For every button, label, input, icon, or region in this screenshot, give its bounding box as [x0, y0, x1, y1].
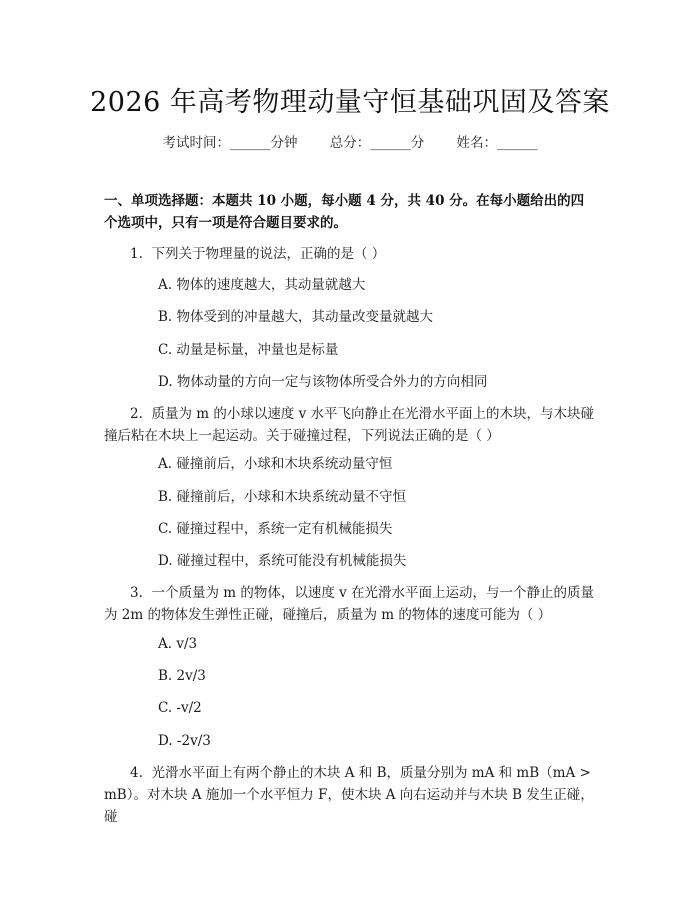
section-heading: 一、单项选择题：本题共 10 小题，每小题 4 分，共 40 分。在每小题给出的四个选项中，只有一项是符合题目要求的。: [104, 193, 585, 231]
question-1-option-a: A. 物体的速度越大，其动量就越大: [158, 277, 366, 293]
exam-meta: [0, 131, 700, 151]
question-1-option-b: B. 物体受到的冲量越大，其动量改变量就越大: [158, 309, 434, 325]
question-3-option-b: B. 2v/3: [158, 668, 206, 684]
exam-time-field: 考试时间：______分钟: [162, 135, 298, 151]
question-1-option-d: D. 物体动量的方向一定与该物体所受合外力的方向相同: [158, 374, 488, 390]
question-2-stem: 2. 质量为 m 的小球以速度 v 水平飞向静止在光滑水平面上的木块，与木块碰撞后粘在木块上一起运动。关于碰撞过程，下列说法正确的是（ ）: [104, 406, 595, 444]
total-score-field: 总分：______分: [329, 135, 425, 151]
question-1-option-c: C. 动量是标量，冲量也是标量: [158, 342, 339, 358]
page-title: 2026 年高考物理动量守恒基础巩固及答案: [90, 87, 610, 118]
question-1-stem: 1. 下列关于物理量的说法，正确的是（ ）: [130, 246, 386, 262]
question-3-stem: 3. 一个质量为 m 的物体，以速度 v 在光滑水平面上运动，与一个静止的质量为 2m 的物体发生弹性正碰，碰撞后，质量为 m 的物体的速度可能为（ ）: [104, 585, 595, 623]
question-2-option-a: A. 碰撞前后，小球和木块系统动量守恒: [158, 456, 393, 472]
student-name-field: 姓名：______: [456, 135, 538, 151]
question-2-option-c: C. 碰撞过程中，系统一定有机械能损失: [158, 521, 393, 537]
question-3-option-d: D. -2v/3: [158, 733, 211, 749]
question-3-option-a: A. v/3: [158, 636, 198, 652]
question-3-option-c: C. -v/2: [158, 700, 202, 716]
question-2-option-d: D. 碰撞过程中，系统可能没有机械能损失: [158, 553, 407, 569]
question-4-stem: 4. 光滑水平面上有两个静止的木块 A 和 B，质量分别为 mA 和 mB（mA > mB）。对木块 A 施加一个水平恒力 F，使木块 A 向右运动并与木块 B 发生正碰，碰: [104, 765, 594, 825]
question-2-option-b: B. 碰撞前后，小球和木块系统动量不守恒: [158, 489, 407, 505]
